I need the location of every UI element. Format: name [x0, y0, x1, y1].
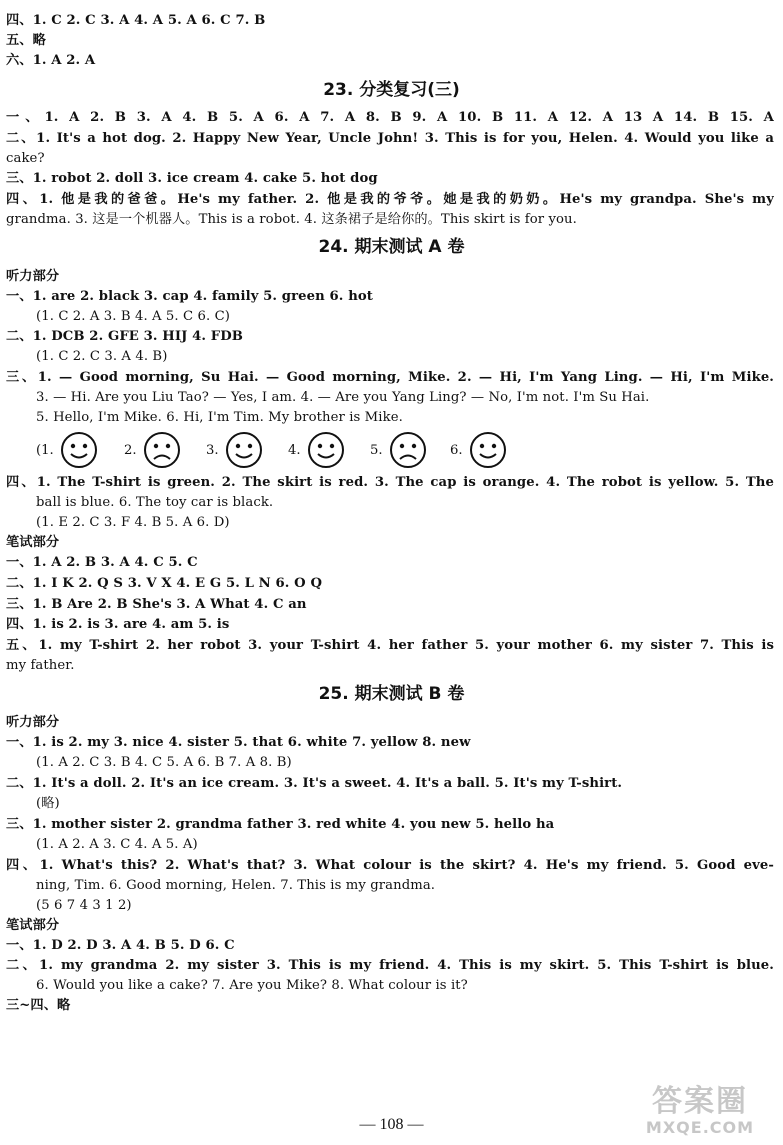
smiley-face-icon	[60, 431, 98, 469]
answer-line: 三、1. B Are 2. B She's 3. A What 4. C an	[6, 597, 307, 612]
answer-line: (5 6 7 4 3 1 2)	[36, 898, 132, 913]
answer-line: (略)	[36, 796, 60, 811]
face-answer	[450, 430, 507, 470]
section-subheading: 笔试部分	[6, 535, 60, 550]
answer-line: 二、1. It's a hot dog. 2. Happy New Year, Uncle John! 3. This is for you, Helen. 4. Would you like a	[6, 131, 774, 146]
answer-line: 一、1. A 2. B 3. A 4. B 5. A 6. A 7. A 8. B 9. A 10. B 11. A 12. A 13 A 14. B 15. A	[6, 110, 774, 125]
answer-line: grandma. 3. 这是一个机器人。This is a robot. 4. 这条裙子是给你的。This skirt is for you.	[6, 212, 577, 227]
answer-line: (1. C 2. A 3. B 4. A 5. C 6. C)	[36, 309, 231, 324]
answer-line: 一、1. A 2. B 3. A 4. C 5. C	[6, 555, 198, 570]
smiley-face-icon	[225, 431, 263, 469]
answer-line: 二、1. It's a doll. 2. It's an ice cream. 3. It's a sweet. 4. It's a ball. 5. It's my T-shirt.	[6, 776, 623, 791]
page-number: — 108 —	[359, 1116, 424, 1133]
answer-line: 二、1. DCB 2. GFE 3. HIJ 4. FDB	[6, 329, 244, 344]
answer-line: 二、1. my grandma 2. my sister 3. This is my friend. 4. This is my skirt. 5. This T-shirt is blue.	[6, 958, 774, 973]
face-answers	[36, 430, 596, 470]
face-answer	[124, 430, 181, 470]
face-answer-label: 5.	[370, 442, 383, 458]
sad-face-icon	[389, 431, 427, 469]
answer-line: 二、1. I K 2. Q S 3. V X 4. E G 5. L N 6. O Q	[6, 576, 323, 591]
face-answer-label: 2.	[124, 442, 137, 458]
answer-line: 四、1. What's this? 2. What's that? 3. What colour is the skirt? 4. He's my friend. 5. Good eve-	[6, 858, 774, 873]
answer-line: 四、1. 他是我的爸爸。He's my father. 2. 他是我的爷爷。她是我的奶奶。He's my grandpa. She's my	[6, 192, 774, 207]
answer-line: 5. Hello, I'm Mike. 6. Hi, I'm Tim. My brother is Mike.	[36, 410, 403, 425]
face-answer-label: 4.	[288, 442, 301, 458]
watermark-logo	[625, 1085, 775, 1141]
answer-line: 一、1. is 2. my 3. nice 4. sister 5. that 6. white 7. yellow 8. new	[6, 735, 471, 750]
face-answer-label: 3.	[206, 442, 219, 458]
answer-line: 五、略	[6, 33, 46, 48]
answer-line: 6. Would you like a cake? 7. Are you Mike? 8. What colour is it?	[36, 978, 468, 993]
answer-line: 3. — Hi. Are you Liu Tao? — Yes, I am. 4. — Are you Yang Ling? — No, I'm not. I'm Su Hai.	[36, 390, 650, 405]
face-answer	[370, 430, 427, 470]
answer-line: (1. C 2. C 3. A 4. B)	[36, 349, 168, 364]
answer-line: 一、1. are 2. black 3. cap 4. family 5. green 6. hot	[6, 289, 373, 304]
answer-line: (1. E 2. C 3. F 4. B 5. A 6. D)	[36, 515, 230, 530]
section-title-23: 23. 分类复习(三)	[323, 80, 460, 100]
sad-face-icon	[143, 431, 181, 469]
face-answer	[288, 430, 345, 470]
section-title-25: 25. 期末测试 B 卷	[318, 684, 465, 704]
section-title-24: 24. 期末测试 A 卷	[318, 237, 465, 257]
section-subheading: 听力部分	[6, 269, 60, 284]
section-subheading: 笔试部分	[6, 918, 60, 933]
answer-line: my father.	[6, 658, 75, 673]
answer-line: 四、1. is 2. is 3. are 4. am 5. is	[6, 617, 230, 632]
answer-line: (1. A 2. C 3. B 4. C 5. A 6. B 7. A 8. B)	[36, 755, 292, 770]
answer-line: 三、1. mother sister 2. grandma father 3. red white 4. you new 5. hello ha	[6, 817, 555, 832]
watermark-text: 答案圈	[652, 1084, 748, 1119]
answer-line: 五、1. my T-shirt 2. her robot 3. your T-shirt 4. her father 5. your mother 6. my sister 7. This is	[6, 638, 774, 653]
face-answer-label: 6.	[450, 442, 463, 458]
answer-line: 三~四、略	[6, 998, 71, 1013]
answer-line: 四、1. C 2. C 3. A 4. A 5. A 6. C 7. B	[6, 13, 266, 28]
smiley-face-icon	[307, 431, 345, 469]
answer-line: ball is blue. 6. The toy car is black.	[36, 495, 274, 510]
answer-line: 六、1. A 2. A	[6, 53, 96, 68]
answer-line: 三、1. — Good morning, Su Hai. — Good morning, Mike. 2. — Hi, I'm Yang Ling. — Hi, I'm Mike.	[6, 370, 774, 385]
answer-line: (1. A 2. A 3. C 4. A 5. A)	[36, 837, 198, 852]
face-answer	[206, 430, 263, 470]
answer-line: 三、1. robot 2. doll 3. ice cream 4. cake 5. hot dog	[6, 171, 378, 186]
answer-line: 四、1. The T-shirt is green. 2. The skirt is red. 3. The cap is orange. 4. The robot is yellow. 5. The	[6, 475, 774, 490]
answer-line: ning, Tim. 6. Good morning, Helen. 7. This is my grandma.	[36, 878, 436, 893]
answer-line: 一、1. D 2. D 3. A 4. B 5. D 6. C	[6, 938, 235, 953]
smiley-face-icon	[469, 431, 507, 469]
watermark-url: MXQE.COM	[645, 1118, 755, 1137]
face-answer	[36, 430, 98, 470]
answer-line: cake?	[6, 151, 45, 166]
section-subheading: 听力部分	[6, 715, 60, 730]
face-answer-label: (1.	[36, 442, 54, 458]
